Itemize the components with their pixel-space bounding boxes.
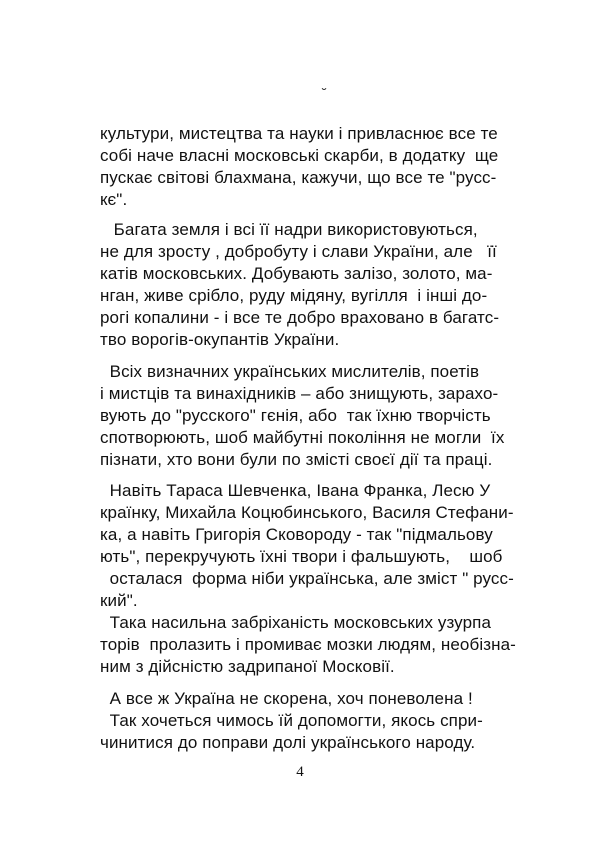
text-line: ним з дійсністю задрипаної Московії. xyxy=(100,657,395,676)
text-line: торів пролазить і промиває мозки людям, необізна- xyxy=(100,635,516,654)
text-line: Навіть Тараса Шевченка, Івана Франка, Лесю У xyxy=(100,481,491,500)
text-line: чинитися до поправи долі українського народу. xyxy=(100,733,476,752)
text-line: Багата земля і всі її надри використовуються, xyxy=(104,220,478,239)
text-line: пізнати, хто вони були по змісті своєї дії та праці. xyxy=(100,450,493,469)
text-line: собі наче власні московські скарби, в додатку ще xyxy=(100,146,499,165)
page-number: 4 xyxy=(296,764,304,780)
top-mark: ˘ xyxy=(322,85,327,101)
text-line: рогі копалини - і все те добро враховано в багатс- xyxy=(100,308,500,327)
text-line: спотворюють, шоб майбутні покоління не могли їх xyxy=(100,428,505,447)
text-line: ка, а навіть Григорія Сковороду - так "підмальову xyxy=(100,525,493,544)
text-line: країнку, Михайла Коцюбинського, Василя Стефани- xyxy=(100,503,514,522)
text-line: Така насильна забріханість московських узурпа xyxy=(100,613,492,632)
text-line: і мистців та винахідників – або знищують, зарахо- xyxy=(100,384,499,403)
text-line: Всіх визначних українських мислителів, поетів xyxy=(100,362,480,381)
text-line: культури, мистецтва та науки і привласнює все те xyxy=(100,124,498,143)
text-line: осталася форма ніби українська, але зміст " русс- xyxy=(100,569,514,588)
text-line: вують до "русского" гєнія, або так їхню творчість xyxy=(100,406,491,425)
text-line: катів московських. Добувають залізо, золото, ма- xyxy=(100,264,493,283)
text-line: нган, живе срібло, руду мідяну, вугілля і інші до- xyxy=(100,286,488,305)
text-line: не для зросту , добробуту і слави України, але її xyxy=(100,242,497,261)
text-line: А все ж Україна не скорена, хоч поневолена ! xyxy=(100,689,473,708)
text-line: кє". xyxy=(100,190,128,209)
text-line: Так хочеться чимось їй допомогти, якось спри- xyxy=(100,711,483,730)
text-line: ють", перекручують їхні твори і фальшують, шоб xyxy=(100,547,503,566)
text-line: кий". xyxy=(100,591,138,610)
text-line: тво ворогів-окупантів України. xyxy=(100,330,340,349)
text-line: пускає світові блахмана, кажучи, що все те "русс- xyxy=(100,168,497,187)
